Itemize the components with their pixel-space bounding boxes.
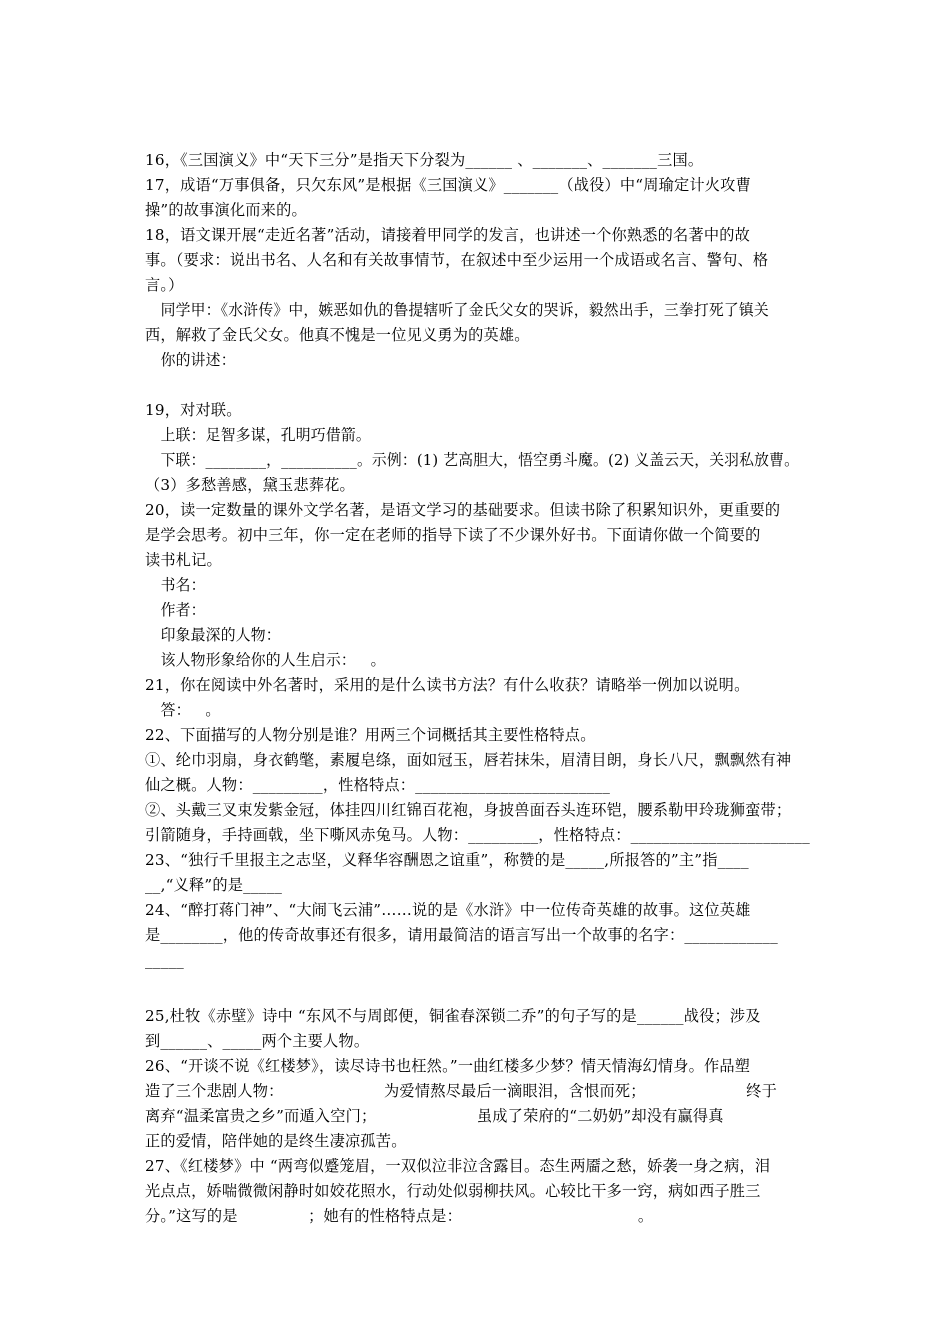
text-line: 分。”这写的是 ；她有的性格特点是： 。 [145, 1207, 654, 1225]
blank-line [145, 973, 815, 998]
text-line: ①、纶巾羽扇，身衣鹤氅，素履皂绦，面如冠玉，唇若抹朱，眉清目朗，身长八尺，飘飘然有神 [145, 751, 792, 769]
text-line: 正的爱情，陪伴她的是终生凄凉孤苦。 [145, 1132, 407, 1150]
text-line: 造了三个悲剧人物： 为爱情熬尽最后一滴眼泪，含恨而死； 终于 [145, 1082, 777, 1100]
text-line: 言。） [145, 276, 184, 294]
text-line: 23、“独行千里报主之志坚，义释华容酬恩之谊重”，称赞的是_____,所报答的”主”指____ [145, 851, 749, 869]
text-line: 离弃“温柔富贵之乡”而遁入空门； 虽成了荣府的“二奶奶”却没有赢得真 [145, 1107, 724, 1125]
text-line: 26、“开谈不说《红楼梦》，读尽诗书也枉然。”一曲红楼多少梦？情天情海幻情身。作品塑 [145, 1057, 751, 1075]
text-line: 16，《三国演义》中“天下三分”是指天下分裂为______ 、_______、_______三国。 [145, 151, 704, 169]
text-line: 20，读一定数量的课外文学名著，是语文学习的基础要求。但读书除了积累知识外，更重要的 [145, 501, 781, 519]
text-line: __,“义释”的是_____ [145, 876, 283, 894]
text-line: 事。（要求：说出书名、人名和有关故事情节，在叙述中至少运用一个成语或名言、警句、格 [145, 251, 769, 269]
blank-line [145, 373, 815, 398]
text-line: 是________，他的传奇故事还有很多，请用最简洁的语言写出一个故事的名字：____________ [145, 926, 778, 944]
text-line: 操”的故事演化而来的。 [145, 201, 307, 219]
text-line: ②、头戴三叉束发紫金冠，体挂四川红锦百花袍，身披兽面吞头连环铠，腰系勒甲玲珑狮蛮带； [145, 801, 792, 819]
text-line: 你的讲述： [160, 351, 236, 369]
text-line: 上联：足智多谋，孔明巧借箭。 [160, 426, 371, 444]
text-line: 27、《红楼梦》中 “两弯似蹙笼眉，一双似泣非泣含露目。态生两靥之愁，娇袭一身之病，泪 [145, 1157, 771, 1175]
text-line: 是学会思考。初中三年，你一定在老师的指导下读了不少课外好书。下面请你做一个简要的 [145, 526, 761, 544]
text-line: 同学甲：《水浒传》中，嫉恶如仇的鲁提辖听了金氏父女的哭诉，毅然出手，三拳打死了镇关 [160, 301, 769, 319]
text-line: 西，解救了金氏父女。他真不愧是一位见义勇为的英雄。 [145, 326, 530, 344]
text-line: _____ [145, 951, 184, 969]
text-line: 光点点，娇喘微微闲静时如姣花照水，行动处似弱柳扶风。心较比干多一窍，病如西子胜三 [145, 1182, 761, 1200]
text-line: 答： 。 [160, 701, 221, 719]
text-line: 22、下面描写的人物分别是谁？用两三个词概括其主要性格特点。 [145, 726, 596, 744]
text-line: 作者： [160, 601, 206, 619]
text-line: 书名： [160, 576, 206, 594]
text-line: 印象最深的人物： [160, 626, 281, 644]
text-line: （3）多愁善感，黛玉悲葬花。 [145, 476, 355, 494]
text-line: 到______、_____两个主要人物。 [145, 1032, 370, 1050]
text-line: 下联：________，__________。示例：(1) 艺高胆大，悟空勇斗魔。(2) 义盖云天，关羽私放曹。 [160, 451, 800, 469]
text-line: 18，语文课开展“走近名著”活动，请接着甲同学的发言，也讲述一个你熟悉的名著中的故 [145, 226, 750, 244]
text-line: 24、“醉打蒋门神”、“大闹飞云浦”……说的是《水浒》中一位传奇英雄的故事。这位英雄 [145, 901, 751, 919]
text-line: 读书札记。 [145, 551, 222, 569]
text-line: 19，对对联。 [145, 401, 242, 419]
text-line: 25,杜牧《赤壁》诗中 “东风不与周郎便，铜雀春深锁二乔”的句子写的是______战役；涉及 [145, 1007, 761, 1025]
question-list [145, 148, 815, 1229]
text-line: 引箭随身，手持画戟，坐下嘶风赤兔马。人物：_________，性格特点：_______________________ [145, 826, 810, 844]
text-line: 仙之概。人物：_________，性格特点：_________________________ [145, 776, 611, 794]
text-line: 17，成语“万事俱备，只欠东风”是根据《三国演义》_______（战役）中“周瑜定计火攻曹 [145, 176, 751, 194]
text-line: 21，你在阅读中外名著时，采用的是什么读书方法？有什么收获？请略举一例加以说明。 [145, 676, 750, 694]
text-line: 该人物形象给你的人生启示： 。 [160, 651, 386, 669]
